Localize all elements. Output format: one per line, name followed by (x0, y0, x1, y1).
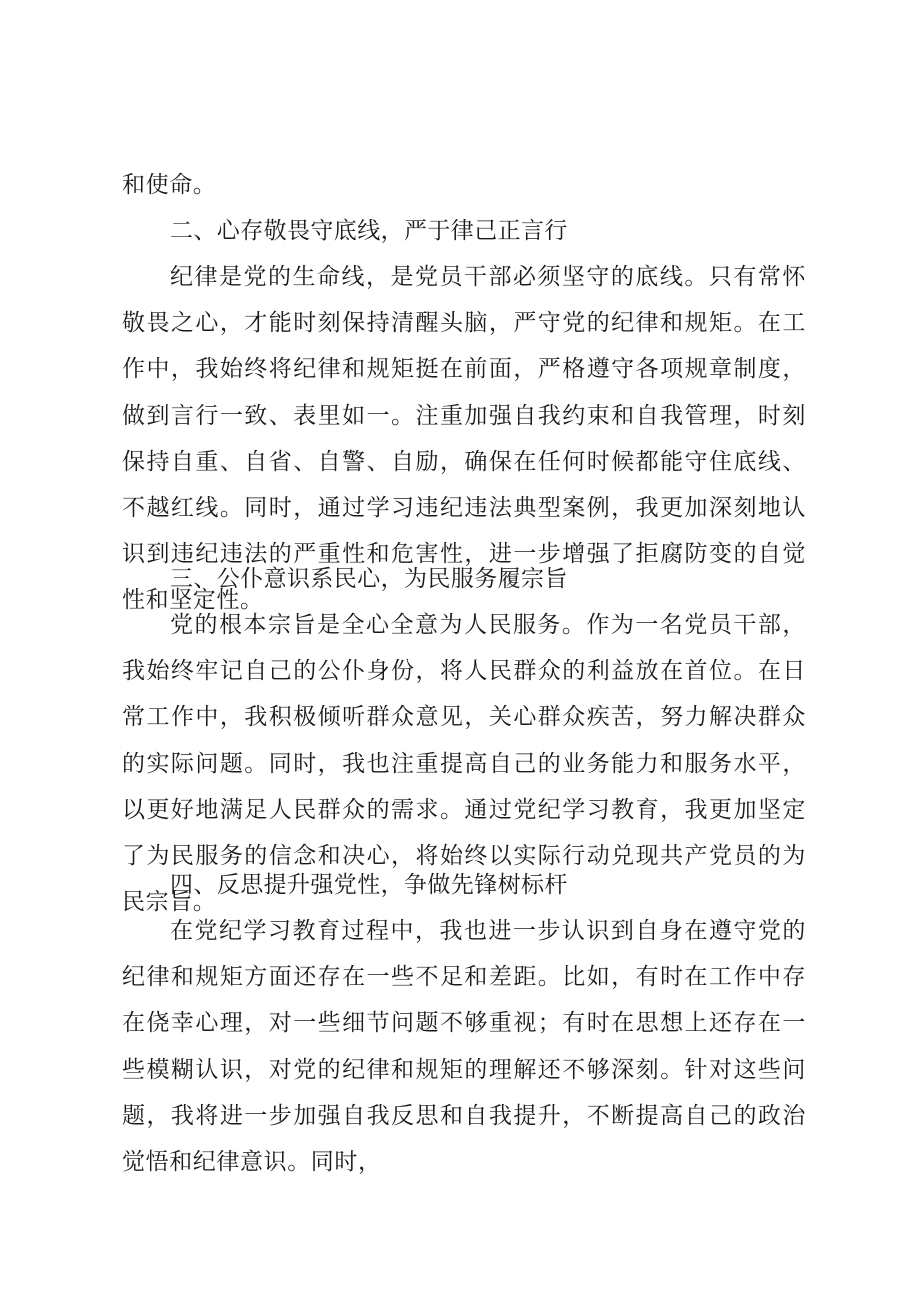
section-heading-2: 二、心存敬畏守底线，严于律己正言行 (170, 218, 568, 244)
section-heading-4: 四、反思提升强党性，争做先锋树标杆 (170, 872, 568, 898)
section-body-4: 在党纪学习教育过程中，我也进一步认识到自身在遵守党的纪律和规矩方面还存在一些不足和差距。比如，有时在工作中存在侥幸心理，对一些细节问题不够重视；有时在思想上还存在一些模糊认识，对党的纪律和规矩的理解还不够深刻。针对这些问题，我将进一步加强自我反思和自我提升，不断提高自己的政治觉悟和纪律意识。同时， (122, 918, 806, 1176)
section-body-2: 纪律是党的生命线，是党员干部必须坚守的底线。只有常怀敬畏之心，才能时刻保持清醒头脑，严守党的纪律和规矩。在工作中，我始终将纪律和规矩挺在前面，严格遵守各项规章制度，做到言行一致、表里如一。注重加强自我约束和自我管理，时刻保持自重、自省、自警、自励，确保在任何时候都能守住底线、不越红线。同时，通过学习违纪违法典型案例，我更加深刻地认识到违纪违法的严重性和危害性，进一步增强了拒腐防变的自觉性和坚定性。 (122, 264, 806, 614)
section-heading-3: 三、公仆意识系民心，为民服务履宗旨 (170, 566, 568, 592)
opening-fragment: 和使命。 (122, 172, 217, 198)
section-body-3: 党的根本宗旨是全心全意为人民服务。作为一名党员干部，我始终牢记自己的公仆身份，将人民群众的利益放在首位。在日常工作中，我积极倾听群众意见，关心群众疾苦，努力解决群众的实际问题。同时，我也注重提高自己的业务能力和服务水平，以更好地满足人民群众的需求。通过党纪学习教育，我更加坚定了为民服务的信念和决心，将始终以实际行动兑现共产党员的为民宗旨。 (122, 612, 806, 916)
